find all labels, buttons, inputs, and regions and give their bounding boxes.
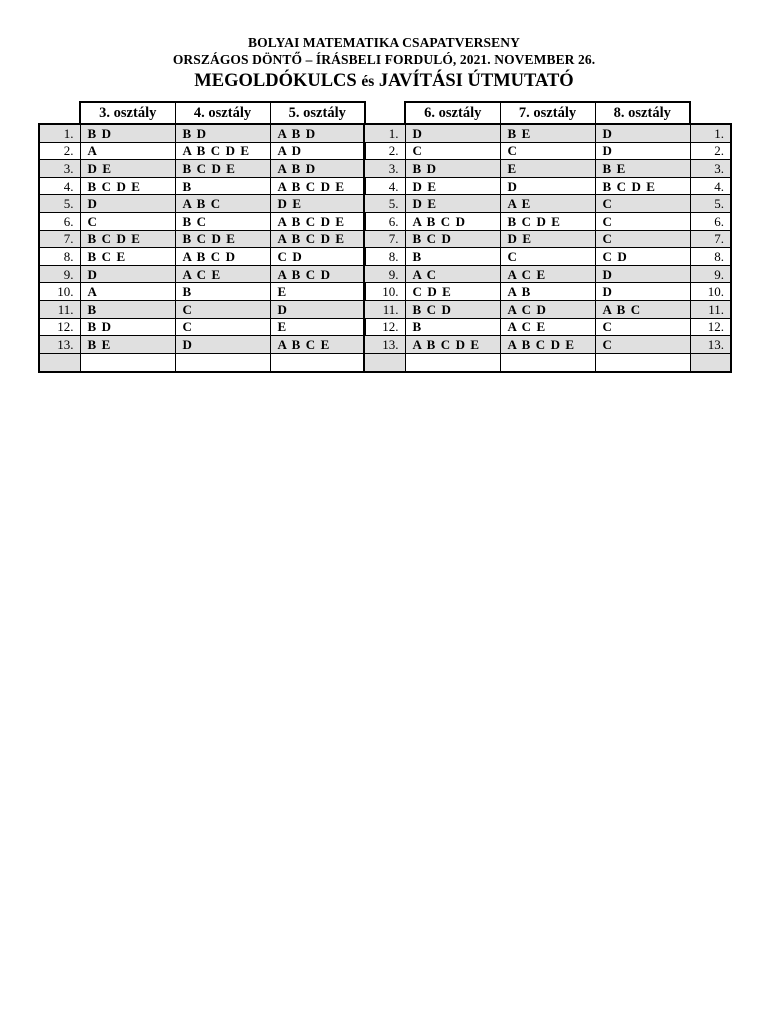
answer-cell: D xyxy=(500,177,595,195)
answer-cell: C xyxy=(500,142,595,160)
answer-cell: A B C D xyxy=(175,248,270,266)
question-number: 2. xyxy=(690,142,731,160)
question-number: 4. xyxy=(39,177,80,195)
question-number: 12. xyxy=(690,318,731,336)
table-row xyxy=(364,160,731,178)
question-number: 5. xyxy=(690,195,731,213)
question-number: 3. xyxy=(364,160,405,178)
column-header: 4. osztály xyxy=(175,102,270,124)
header-row xyxy=(39,102,365,124)
table-row xyxy=(39,318,365,336)
answer-cell: B C D E xyxy=(80,177,175,195)
table-row xyxy=(39,177,365,195)
answer-cell: B C D xyxy=(405,230,500,248)
answer-cell: A B C D E xyxy=(405,336,500,354)
answer-cell: C xyxy=(595,195,690,213)
answer-cell: A B C D E xyxy=(175,142,270,160)
answer-cell: B C D E xyxy=(175,160,270,178)
answer-cell: B xyxy=(405,318,500,336)
answer-cell: B C D E xyxy=(80,230,175,248)
answer-cell: A B C E xyxy=(270,336,365,354)
empty-cell xyxy=(405,353,500,372)
answer-cell: A B C D xyxy=(270,265,365,283)
question-number: 8. xyxy=(364,248,405,266)
table-row xyxy=(39,230,365,248)
answer-cell: C xyxy=(405,142,500,160)
answer-cell: D E xyxy=(270,195,365,213)
answer-key-table-right xyxy=(363,101,732,373)
question-number: 10. xyxy=(364,283,405,301)
question-number: 7. xyxy=(690,230,731,248)
answer-cell: C xyxy=(595,318,690,336)
answer-cell: C xyxy=(500,248,595,266)
empty-cell xyxy=(80,353,175,372)
document-header xyxy=(0,34,768,94)
answer-cell: B C xyxy=(175,212,270,230)
answer-cell: B E xyxy=(500,124,595,142)
question-number: 2. xyxy=(364,142,405,160)
answer-cell: C xyxy=(595,230,690,248)
question-number: 1. xyxy=(364,124,405,142)
question-number: 8. xyxy=(39,248,80,266)
empty-cell xyxy=(270,353,365,372)
answer-cell: A B C D E xyxy=(270,212,365,230)
header-row xyxy=(364,102,731,124)
table-row xyxy=(39,124,365,142)
question-number: 13. xyxy=(364,336,405,354)
answer-cell: C xyxy=(175,318,270,336)
table-row xyxy=(364,283,731,301)
table-row xyxy=(39,160,365,178)
question-number: 3. xyxy=(690,160,731,178)
answer-cell: B xyxy=(80,300,175,318)
question-number: 10. xyxy=(39,283,80,301)
question-number: 5. xyxy=(39,195,80,213)
table-row xyxy=(364,336,731,354)
answer-key-table-left xyxy=(38,101,366,373)
answer-cell: D E xyxy=(405,195,500,213)
table-row xyxy=(364,142,731,160)
question-number: 6. xyxy=(39,212,80,230)
table-row xyxy=(364,318,731,336)
question-number: 4. xyxy=(364,177,405,195)
table-row xyxy=(364,265,731,283)
title-part-1: MEGOLDÓKULCS xyxy=(194,71,362,91)
table-row xyxy=(39,300,365,318)
answer-cell: B D xyxy=(80,318,175,336)
question-number: 12. xyxy=(39,318,80,336)
question-number: 13. xyxy=(39,336,80,354)
answer-cell: D xyxy=(80,265,175,283)
question-number: 10. xyxy=(690,283,731,301)
answer-cell: A B C D E xyxy=(270,230,365,248)
round-subtitle: ORSZÁGOS DÖNTŐ – ÍRÁSBELI FORDULÓ, 2021. NOVEMBER 26. xyxy=(172,52,596,67)
answer-cell: B E xyxy=(595,160,690,178)
table-row xyxy=(364,300,731,318)
answer-cell: E xyxy=(270,318,365,336)
question-number: 3. xyxy=(39,160,80,178)
table-row xyxy=(39,265,365,283)
answer-cell: D xyxy=(405,124,500,142)
answer-cell: A C E xyxy=(500,265,595,283)
question-number: 11. xyxy=(39,300,80,318)
answer-cell: C D xyxy=(270,248,365,266)
empty-cell xyxy=(175,353,270,372)
question-number: 2. xyxy=(39,142,80,160)
question-number: 7. xyxy=(364,230,405,248)
answer-cell: C D xyxy=(595,248,690,266)
table-row xyxy=(364,195,731,213)
question-number: 5. xyxy=(364,195,405,213)
question-number: 11. xyxy=(690,300,731,318)
question-number: 11. xyxy=(364,300,405,318)
answer-cell: B D xyxy=(405,160,500,178)
table-row xyxy=(39,283,365,301)
answer-cell: C D E xyxy=(405,283,500,301)
answer-cell: D xyxy=(175,336,270,354)
question-number: 1. xyxy=(690,124,731,142)
answer-cell: A C xyxy=(405,265,500,283)
table-row xyxy=(39,142,365,160)
answer-cell: D xyxy=(595,142,690,160)
answer-cell: D E xyxy=(80,160,175,178)
blank-corner xyxy=(690,102,731,124)
question-number: 9. xyxy=(364,265,405,283)
column-header: 7. osztály xyxy=(500,102,595,124)
answer-cell: B C E xyxy=(80,248,175,266)
column-header: 5. osztály xyxy=(270,102,365,124)
answer-cell: A C D xyxy=(500,300,595,318)
question-number: 7. xyxy=(39,230,80,248)
answer-cell: C xyxy=(80,212,175,230)
table-row xyxy=(364,212,731,230)
answer-cell: D xyxy=(80,195,175,213)
question-number: 9. xyxy=(39,265,80,283)
answer-cell: A B D xyxy=(270,124,365,142)
blank-corner xyxy=(39,102,80,124)
answer-cell: D E xyxy=(500,230,595,248)
answer-cell: E xyxy=(500,160,595,178)
empty-footer-row xyxy=(364,353,731,372)
question-number: 1. xyxy=(39,124,80,142)
title-part-3: JAVÍTÁSI ÚTMUTATÓ xyxy=(374,71,574,91)
table-row xyxy=(364,248,731,266)
table-row xyxy=(364,230,731,248)
answer-cell: B C D E xyxy=(500,212,595,230)
answer-cell: D E xyxy=(405,177,500,195)
answer-cell: D xyxy=(595,124,690,142)
empty-cell xyxy=(595,353,690,372)
answer-cell: A B C xyxy=(595,300,690,318)
empty-cell xyxy=(364,353,405,372)
answer-cell: C xyxy=(595,212,690,230)
table-row xyxy=(39,248,365,266)
table-row xyxy=(364,177,731,195)
answer-cell: B xyxy=(175,177,270,195)
table-row xyxy=(39,336,365,354)
answer-cell: A B C D E xyxy=(500,336,595,354)
answer-cell: B C D xyxy=(405,300,500,318)
answer-cell: B D xyxy=(80,124,175,142)
answer-cell: A B C D E xyxy=(270,177,365,195)
answer-cell: B C D E xyxy=(175,230,270,248)
table-row xyxy=(39,212,365,230)
title-part-2: és xyxy=(361,73,375,90)
column-header: 8. osztály xyxy=(595,102,690,124)
answer-cell: D xyxy=(595,265,690,283)
answer-cell: C xyxy=(175,300,270,318)
answer-cell: B xyxy=(405,248,500,266)
answer-cell: D xyxy=(270,300,365,318)
answer-cell: B D xyxy=(175,124,270,142)
answer-cell: A B C xyxy=(175,195,270,213)
answer-cell: A B xyxy=(500,283,595,301)
answer-cell: C xyxy=(595,336,690,354)
answer-cell: D xyxy=(595,283,690,301)
competition-title: BOLYAI MATEMATIKA CSAPATVERSENY xyxy=(248,35,520,50)
answer-cell: A B C D xyxy=(405,212,500,230)
question-number: 13. xyxy=(690,336,731,354)
answer-cell: A C E xyxy=(175,265,270,283)
column-header: 6. osztály xyxy=(405,102,500,124)
empty-footer-row xyxy=(39,353,365,372)
answer-cell: A B D xyxy=(270,160,365,178)
answer-cell: B C D E xyxy=(595,177,690,195)
table-row xyxy=(39,195,365,213)
answer-cell: A D xyxy=(270,142,365,160)
answer-cell: A xyxy=(80,283,175,301)
empty-cell xyxy=(39,353,80,372)
empty-cell xyxy=(690,353,731,372)
answer-cell: A C E xyxy=(500,318,595,336)
blank-corner xyxy=(364,102,405,124)
answer-cell: E xyxy=(270,283,365,301)
empty-cell xyxy=(500,353,595,372)
question-number: 12. xyxy=(364,318,405,336)
column-header: 3. osztály xyxy=(80,102,175,124)
answer-cell: A xyxy=(80,142,175,160)
question-number: 9. xyxy=(690,265,731,283)
question-number: 6. xyxy=(364,212,405,230)
answer-cell: B E xyxy=(80,336,175,354)
table-row xyxy=(364,124,731,142)
question-number: 4. xyxy=(690,177,731,195)
question-number: 8. xyxy=(690,248,731,266)
question-number: 6. xyxy=(690,212,731,230)
answer-cell: A E xyxy=(500,195,595,213)
answer-cell: B xyxy=(175,283,270,301)
document-title xyxy=(0,69,768,94)
